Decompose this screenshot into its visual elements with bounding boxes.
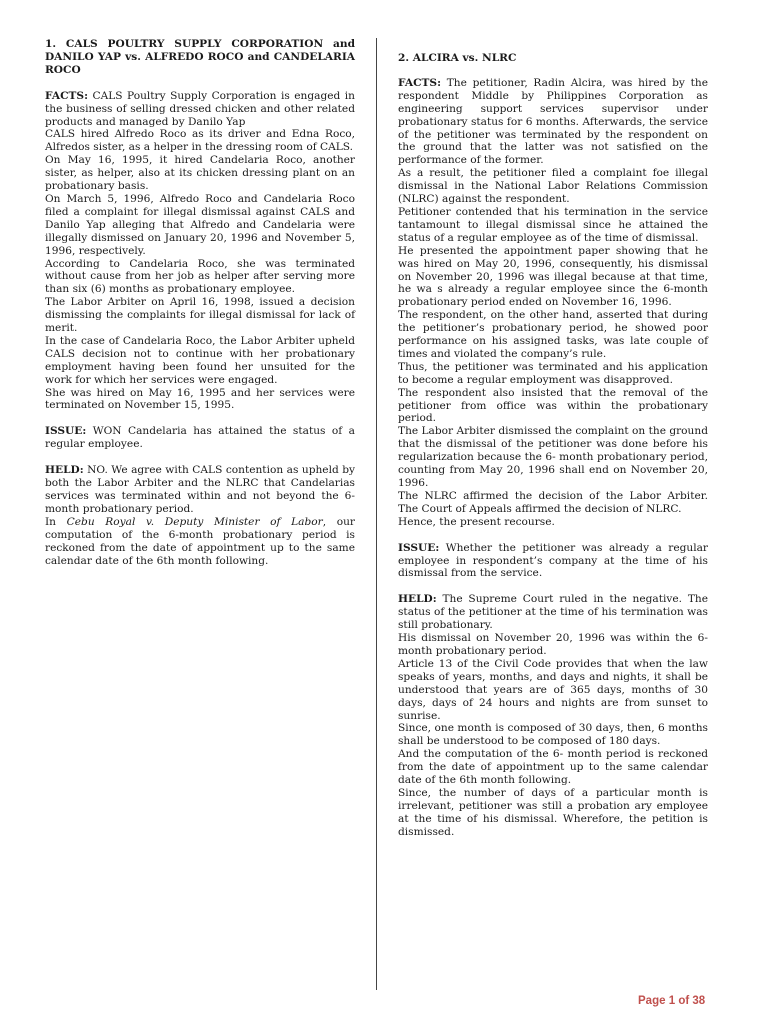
facts-paragraph-7: In the case of Candelaria Roco, the Labor Arbiter upheld CALS decision not to continue with her probationary employment having been found her unsuited for the work for which her services were engaged. — [45, 334, 355, 386]
held-label: HELD: — [45, 464, 84, 477]
facts-paragraph-10: Hence, the present recourse. — [398, 515, 555, 528]
held-paragraph-4: Since, one month is composed of 30 days, then, 6 months shall be understood to be composed of 180 days. — [398, 722, 708, 748]
held-paragraph-2: His dismissal on November 20, 1996 was within the 6-month probationary period. — [398, 632, 708, 657]
left-column — [45, 38, 355, 567]
held-paragraph-2: In Cebu Royal v. Deputy Minister of Labor, our computation of the 6-month probationary period is reckoned from the date of appointment up to the same calendar date of the 6th month following. — [45, 515, 355, 567]
held-paragraph-3: Article 13 of the Civil Code provides that when the law speaks of years, months, and days and nights, it shall be understood that years are of 365 days, months of 30 days, days of 24 hours and nights are from sunset to sunrise. — [398, 657, 708, 722]
issue-paragraph: ISSUE: WON Candelaria has attained the status of a regular employee. — [45, 425, 355, 451]
held-paragraph-6: Since, the number of days of a particular month is irrelevant, petitioner was still a probation ary employee at the time of his dismissal. Wherefore, the petition is dismissed. — [398, 786, 708, 838]
issue-label: ISSUE: — [398, 541, 440, 554]
facts-paragraph-2: CALS hired Alfredo Roco as its driver and Edna Roco, Alfredos sister, as a helper in the dressing room of CALS. — [45, 128, 355, 154]
facts-paragraph-9: The NLRC affirmed the decision of the Labor Arbiter. The Court of Appeals affirmed the decision of NLRC. — [398, 489, 708, 515]
facts-paragraph-6: Thus, the petitioner was terminated and his application to become a regular employment was disapproved. — [398, 360, 708, 386]
facts-paragraph-5: The respondent, on the other hand, asserted that during the petitioner’s probationary period, he showed poor performance on his assigned tasks, was late couple of times and violated the company’s rule. — [398, 309, 708, 360]
facts-label: FACTS: — [398, 76, 441, 89]
facts-paragraph-7: The respondent also insisted that the removal of the petitioner from office was within the probationary period. — [398, 386, 708, 425]
held-paragraph-5: And the computation of the 6- month period is reckoned from the date of appointment up to the same calendar date of the 6th month following. — [398, 748, 708, 787]
held-paragraph-1: HELD: The Supreme Court ruled in the negative. The status of the petitioner at the time of his termination was still probationary. — [398, 593, 708, 632]
facts-paragraph-8: She was hired on May 16, 1995 and her services were terminated on November 15, 1995. — [45, 386, 355, 412]
case-citation: Cebu Royal v. Deputy Minister of Labor — [66, 515, 323, 528]
facts-paragraph-5: According to Candelaria Roco, she was terminated without cause from her job as helper after serving more than six (6) months as probationary employee. — [45, 257, 355, 296]
right-column — [398, 52, 708, 839]
held-paragraph-1: HELD: NO. We agree with CALS contention as upheld by both the Labor Arbiter and the NLRC that Candelarias services was terminated within and not beyond the 6-month probationary period. — [45, 464, 355, 515]
facts-paragraph-1: FACTS: The petitioner, Radin Alcira, was hired by the respondent Middle by Philippines Corporation as engineering support services supervisor under probationary status for 6 months. Afterwards, the service of the petitioner was terminated by the respondent on the ground that the latter was not satisfied on the performance of the former. — [398, 76, 708, 167]
facts-paragraph-6: The Labor Arbiter on April 16, 1998, issued a decision dismissing the complaints for illegal dismissal for lack of merit. — [45, 296, 355, 335]
facts-paragraph-3: Petitioner contended that his termination in the service tantamount to illegal dismissal since he attained the status of a regular employee as of the time of dismissal. — [398, 205, 708, 244]
facts-paragraph-8: The Labor Arbiter dismissed the complaint on the ground that the dismissal of the petitioner was done before his regularization because the 6- month probationary period, counting from May 20, 1996 shall end on November 20, 1996. — [398, 425, 708, 489]
issue-paragraph: ISSUE: Whether the petitioner was already a regular employee in respondent’s company at the time of his dismissal from the service. — [398, 541, 708, 580]
facts-paragraph-4: He presented the appointment paper showing that he was hired on May 20, 1996, consequently, his dismissal on November 20, 1996 was illegal because at that time, he wa s already a regular employee since the 6-month probationary period ended on November 16, 1996. — [398, 244, 708, 309]
facts-paragraph-3: On May 16, 1995, it hired Candelaria Roco, another sister, as helper, also at its chicken dressing plant on an probationary basis. — [45, 154, 355, 193]
facts-paragraph-1: FACTS: CALS Poultry Supply Corporation is engaged in the business of selling dressed chicken and other related products and managed by Danilo Yap — [45, 89, 355, 128]
column-divider — [376, 38, 377, 990]
case-title-1: 1. CALS POULTRY SUPPLY CORPORATION and DANILO YAP vs. ALFREDO ROCO and CANDELARIA ROCO — [45, 38, 355, 76]
issue-label: ISSUE: — [45, 425, 87, 438]
page-number: Page 1 of 38 — [638, 995, 706, 1007]
held-label: HELD: — [398, 593, 437, 606]
facts-paragraph-4: On March 5, 1996, Alfredo Roco and Candelaria Roco filed a complaint for illegal dismissal against CALS and Danilo Yap alleging that Alfredo and Candelaria were illegally dismissed on January 20, 1996 and November 5, 1996, respectively. — [45, 192, 355, 257]
facts-label: FACTS: — [45, 89, 88, 102]
facts-paragraph-2: As a result, the petitioner filed a complaint foe illegal dismissal in the National Labor Relations Commission (NLRC) against the respondent. — [398, 167, 708, 206]
case-title-2: 2. ALCIRA vs. NLRC — [398, 52, 517, 64]
